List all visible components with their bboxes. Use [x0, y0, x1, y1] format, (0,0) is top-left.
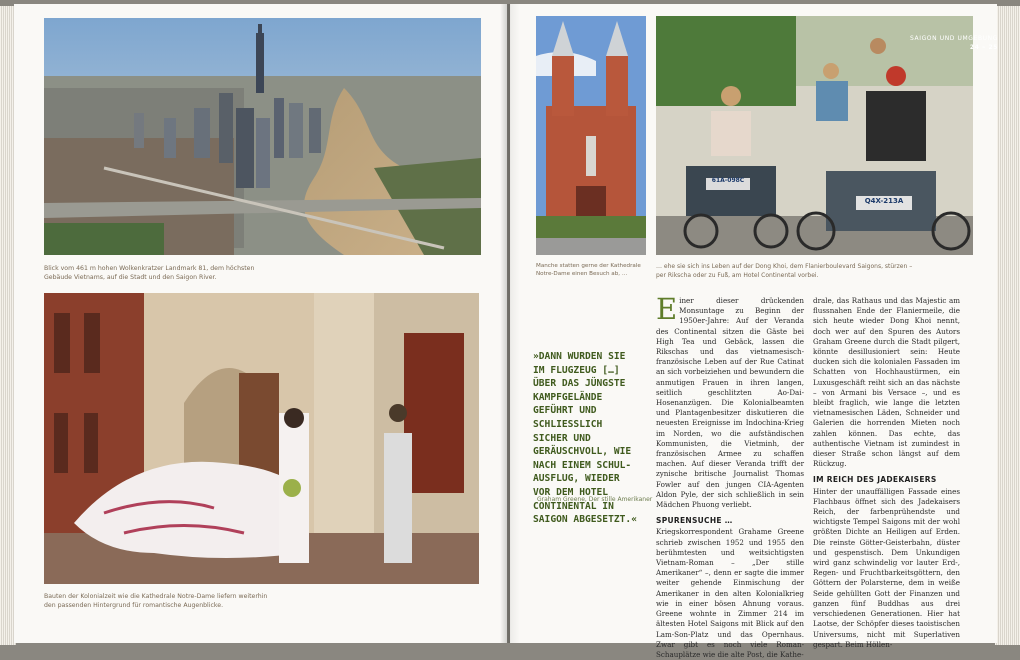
- book-gutter: [500, 4, 520, 643]
- caption-line: Notre-Dame einen Besuch ab, …: [536, 271, 628, 277]
- subheading-jadekaiser: IM REICH DES JADEKAISERS: [813, 475, 937, 485]
- running-head: [910, 34, 998, 52]
- article-column-1: [656, 292, 804, 660]
- caption-line: Bauten der Kolonialzeit wie die Kathedrale Notre-Dame liefern weiterhin: [44, 593, 268, 600]
- wedding-photo: [44, 293, 479, 584]
- pull-quote: »DANN WURDEN SIE IM FLUGZEUG […] ÜBER DAS JÜNGSTE KAMPFGELÄNDE GEFÜHRT UND SCHLIESSLICH SICHER UND GERÄUSCHVOLL, WIE NACH EINEM SCHUL-AUSFLUG, WIEDER VOR DEM HOTEL CONTINENTAL IN SAIGON ABGESETZT.«: [533, 351, 637, 526]
- caption-line: Blick vom 461 m hohen Wolkenkratzer Landmark 81, dem höchsten: [44, 265, 255, 272]
- article-paragraph-2: Kriegskorrespondent Grahame Greene schrieb zwischen 1952 und 1955 den berühmtesten und weitsichtigsten Vietnam-Roman – „Der stille Amerikaner“ –, denn er sagte die immer weiter gehende Einmischung der Amerikaner in den alten Kolonialkrieg wie in einer bösen Ahnung voraus. Greene wohnte in Zimmer 214 im ältesten Hotel Saigons mit Blick auf den Lam-Son-Platz und das Opernhaus. Zwar gibt es noch viele Roman-Schauplätze wie die alte Post, die Kathe-: [656, 527, 804, 659]
- caption-skyline: [44, 264, 254, 282]
- pull-quote-source: Graham Greene, Der stille Amerikaner: [537, 496, 653, 503]
- cyclo-plate-1: 61A-098C: [711, 177, 745, 184]
- caption-line: den passenden Hintergrund für romantische Augenblicke.: [44, 602, 224, 609]
- running-head-section: SAIGON UND UMGEBUNG: [909, 35, 998, 42]
- caption-wedding: [44, 592, 267, 610]
- caption-line: Manche statten gerne der Kathedrale: [536, 263, 641, 269]
- cathedral-photo: [536, 16, 646, 255]
- caption-cathedral: [536, 262, 641, 278]
- caption-line: Gebäude Vietnams, auf die Stadt und den Saigon River.: [44, 274, 217, 281]
- caption-cyclo: [656, 263, 912, 280]
- article-paragraph-3: drale, das Rathaus und das Majestic am flussnahen Ende der Flaniermeile, die sich heute wieder Dong Khoi nennt, doch wer auf den Spuren des Autors Graham Greene durch die Stadt pilgert, könnte desillusioniert sein: Heute ducken sich die kolonialen Fassaden im Schatten von Hochhaustürmen, ein Luxusgeschäft reiht sich an das nächste – von Armani bis Versace –, und es bleibt fraglich, wie lange die letzten vietnamesischen Läden, Schneider und Galerien die horrenden Mieten noch zahlen können. Das echte, das authentische Vietnam ist zumindest in dieser Straße schon längst auf dem Rückzug.: [813, 296, 960, 469]
- drop-cap: E: [656, 292, 678, 326]
- page-edge-right: [995, 6, 1020, 645]
- paragraph-text: iner dieser drückenden Monsuntage zu Beginn der 1950er-Jahre: Auf der Veranda des Continental sitzen die Gäste bei High Tea und Gebäck, lassen die Rikschas und das vietnamesisch-französische Leben auf der Rue Catinat an sich vorbeiziehen und bewundern die anmutigen Frauen in ihren langen, seitlich geschlitzten Ao-Dai-Hosenanzügen. Die Kolonialbeamten und Plantagenbesitzer diskutieren die neuesten Ereignisse im Indochina-Krieg im Norden, wo die aufständischen Kommunisten, die Vietminh, der französischen Armee zu schaffen machen. Auf dieser Veranda trifft der zynische britische Journalist Thomas Fowler auf den jungen CIA-Agenten Aldon Pyle, der sich schließlich in sein Mädchen Phuong verliebt.: [656, 296, 804, 510]
- cyclo-plate-2: Q4X-213A: [864, 197, 904, 205]
- caption-line: … ehe sie sich ins Leben auf der Dong Khoi, dem Flanierboulevard Saigons, stürzen –: [656, 263, 913, 270]
- caption-line: per Rikscha oder zu Fuß, am Hotel Continental vorbei.: [656, 271, 819, 279]
- article-column-2: [813, 296, 960, 650]
- article-paragraph-4: Hinter der unauffälligen Fassade eines Flachbaus öffnet sich des Jadekaisers Reich, der farbenprühendste und wichtigste Tempel Saigons mit der wohl größten Dichte an Heiligen auf Erden. Die reinste Götter-Geisterbahn, düster und gespenstisch. Dem Unkundigen wird ganz schwindelig vor lauter Erd-, Regen- und Fruchtbarkeitsgöttern, den Göttern der Polarsterne, dem in weiße Seide gehüllten Gott der Finanzen und ganzen fünf Buddhas aus drei verschiedenen Generationen. Hier hat Laotse, der Schöpfer dieses taoistischen Universums, nicht mit Superlativen gespart. Beim Höllen-: [813, 486, 960, 649]
- article-paragraph-1: [656, 292, 804, 510]
- skyline-photo: [44, 18, 481, 255]
- subheading-spurensuche: SPURENSUCHE …: [656, 516, 733, 526]
- page-numbers: 24 – 25: [969, 44, 998, 51]
